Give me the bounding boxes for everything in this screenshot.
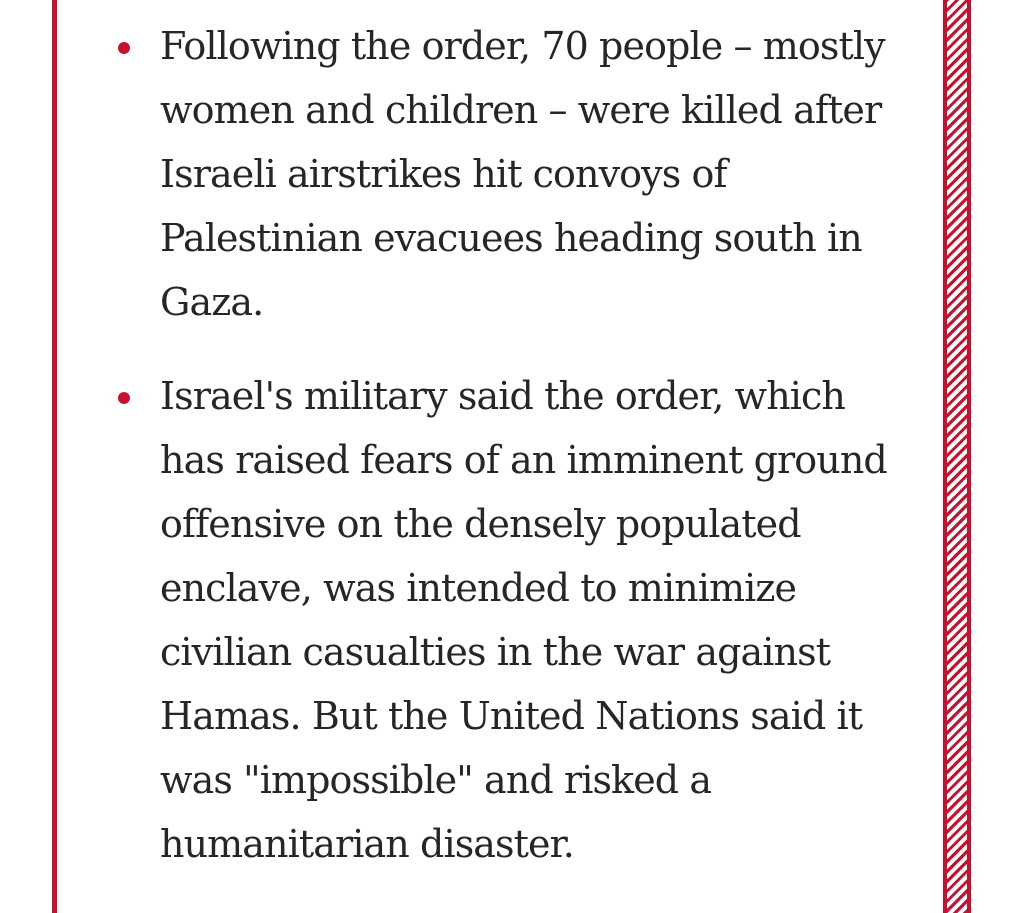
bullet-dot-icon — [118, 392, 130, 404]
story-highlights-list — [110, 14, 910, 906]
list-item — [110, 364, 910, 876]
bullet-dot-icon — [118, 42, 130, 54]
list-item — [110, 14, 910, 334]
right-striped-border — [943, 0, 971, 913]
bullet-text: Following the order, 70 people – mostly women and children – were killed after Israeli airstrikes hit convoys of Palestinian evacuees heading south in Gaza. — [160, 24, 885, 324]
bullet-text: Israel's military said the order, which has raised fears of an imminent ground offensive on the densely populated enclave, was intended to minimize civilian casualties in the war against Hamas. But the United Nations said it was "impossible" and risked a humanitarian disaster. — [160, 374, 887, 866]
left-accent-border — [52, 0, 57, 913]
